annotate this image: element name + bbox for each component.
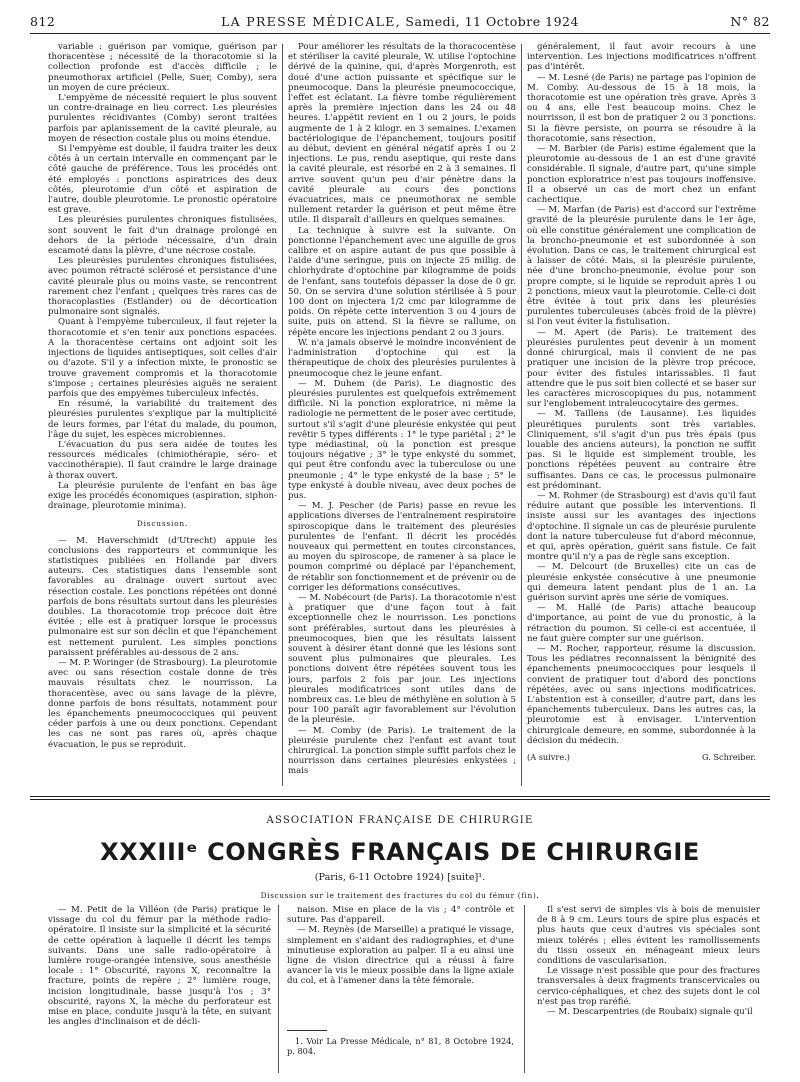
congress-dates: (Paris, 6-11 Octobre 1924) [suite]¹. (314, 872, 486, 883)
journal-name: LA PRESSE MÉDICALE, (221, 14, 401, 29)
column-divider (524, 905, 525, 1073)
header-rule (30, 33, 770, 34)
discussion-paragraph: — M. P. Woringer (de Strasbourg). La pleurotomie avec ou sans résection costale donne de très mauvais résultats chez le nourrisson. La thoracentèse, avec ou sans lavage de la plèvre, donne parfois de bons résultats, notamment pour les épanchements pneumococciques qui peuvent céder parfois à une ou deux ponctions. Cependant les cas ne sont pas rares où, après chaque évacuation, le pus se reproduit. (48, 657, 277, 750)
paragraph: — M. Delcourt (de Bruxelles) cite un cas de pleurésie enkystée consécutive à une pneumonie qui demeura latent pendant plus de 1 an. La guérison survint après une série de vomiques. (527, 562, 756, 603)
paragraph: — M. Rocher, rapporteur, résume la discussion. Tous les pédiatres reconnaissent la bénignité des épanchements pneumococciques pour lesquels il convient de pratiquer tout d'abord des ponctions répétées, avec ou sans injections modificatrices. L'abstention est à conseiller, d'autre part, dans les épanchements tuberculeux. Dans les autres cas, la pleurotomie est à envisager. L'intervention chirurgicale demeure, en somme, subordonnée à la décision du médecin. (527, 643, 756, 746)
issue-date: Samedi, 11 Octobre 1924 (405, 14, 579, 29)
paragraph: — M. Taillens (de Lausanne). Les liquides pleurétiques purulents sont très variables. Cliniquement, s'il s'agit d'un pus très épais (pus louable des anciens auteurs), la ponction ne suffit pas. Si le liquide est simplement trouble, les ponctions répétées peuvent au contraire être suffisantes. Dans ce cas, le processus pulmonaire est prédominant. (527, 409, 756, 491)
paragraph: La technique à suivre est la suivante. On ponctionne l'épanchement avec une aiguille de gros calibre et on aspire autant de pus que possible à l'aide d'une seringue, puis on injecte 25 millig. de chlorhydrate d'optochine par kilogramme de poids de l'enfant, sans toutefois dépasser la dose de 0 gr. 50. On se servira d'une solution stérilisée à 5 pour 100 dont on injectera 1/2 cmc par kilogramme de poids. On répète cette intervention 3 ou 4 jours de suite, puis on attend. Si la fièvre se rallume, on répète encore les injections pendant 2 ou 3 jours. (288, 225, 516, 338)
paragraph: — M. Duhem (de Paris). Le diagnostic des pleurésies purulentes est quelquefois extrêmement difficile. Ni la ponction exploratrice, ni même la radiologie ne permettent de le poser avec certitude, surtout s'il s'agit d'une pleurésie enkystée qui peut revêtir 5 types différents : 1° le type pariétal ; 2° le type médiastinal, où la ponction est presque toujours négative ; 3° le type enkysté du sommet, qui peut être confondu avec la tuberculose ou une pneumonie ; 4° le type enkysté de la base ; 5° le type enkysté à double niveau, avec deux poches de pus. (288, 378, 516, 501)
congress-title: XXXIIIᵉ CONGRÈS FRANÇAIS DE CHIRURGIE (100, 838, 700, 866)
paragraph: — M. Hallé (de Paris) attache beaucoup d'importance, au point de vue du pronostic, à la rétraction du poumon. Si celle-ci est accentuée, il ne faut guère compter sur une guérison. (527, 603, 756, 644)
paragraph: Si l'empyème est double, il faudra traiter les deux côtés à un certain intervalle en commençant par le côté gauche de préférence. Tous les procédés ont été employés : ponctions aspiratrices des deux côtés, pleurotomie d'un côté et aspiration de l'autre, double pleurotomie. Le pronostic opératoire est grave. (48, 144, 277, 216)
paragraph: — M. Lesné (de Paris) ne partage pas l'opinion de M. Comby. Au-dessous de 15 à 18 mois, la thoracotomie est une opération très grave. Après 3 ou 4 ans, elle l'est beaucoup moins. Chez le nourrisson, il est bon de pratiquer 2 ou 3 ponctions. Si la fièvre persiste, on pourra se résoudre à la thoracotomie, sans résection. (527, 72, 756, 144)
issue-number: N° 82 (730, 14, 770, 29)
paragraph: L'empyème de nécessité requiert le plus souvent un contre-drainage en lieu correct. Les pleurésies purulentes récidivantes (Comby) seront traitées parfois par aplanissement de la cavité pleurale, au moyen de résection costale plus ou moins étendue. (48, 93, 277, 144)
column-divider (521, 44, 522, 786)
bottom-column-1 (48, 905, 271, 1075)
paragraph: Le vissage n'est possible que pour des fractures transversales à deux fragments transcervicales ou cervico-céphaliques, et chez des sujets dont le col n'est pas trop raréfié. (537, 966, 760, 1007)
column-3 (527, 42, 756, 790)
column-2 (288, 42, 516, 790)
association-title: ASSOCIATION FRANÇAISE DE CHIRURGIE (266, 815, 534, 826)
column-1 (48, 42, 277, 790)
to-be-continued: (A suivre.) (527, 752, 570, 763)
paragraph: La pleurésie purulente de l'enfant en bas âge exige les procédés économiques (aspiration, siphon-drainage, pleurotomie minima). (48, 480, 277, 512)
discussion-paragraph: — M. Haverschmidt (d'Utrecht) appuie les conclusions des rapporteurs et communique les statistiques publiées en Hollande par divers auteurs. Ces statistiques dans l'ensemble sont favorables au drainage ouvert surtout avec résection costale. Les ponctions répétées ont donné parfois de bons résultats surtout dans les pleurésies doubles. La thoracotomie trop précoce doit être évitée ; elle est à pratiquer lorsque le processus pulmonaire est sur son déclin et que l'épanchement est nettement purulent. Les simples ponctions paraissent préférables au-dessous de 2 ans. (48, 535, 277, 658)
paragraph: W. n'a jamais observé le moindre inconvénient de l'administration d'optochine qui est la thérapeutique de choix des pleurésies purulentes à pneumocoque chez le jeune enfant. (288, 337, 516, 379)
paragraph: En résumé, la variabilité du traitement des pleurésies purulentes s'explique par la multiplicité de leurs formes, par l'état du malade, du poumon, l'âge du sujet, les espèces microbiennes. (48, 399, 277, 440)
journal-title (30, 14, 770, 29)
paragraph: Il s'est servi de simples vis à bois de menuisier de 8 à 9 cm. Leurs tours de spire plus espacés et plus hauts que ceux d'autres vis spéciales sont mieux tolérés ; elles évitent les ramollissements du tissu osseux en ménageant mieux leurs conditions de vascularisation. (537, 905, 760, 967)
discussion-heading: Discussion. (136, 519, 189, 529)
article-signature (527, 752, 756, 762)
paragraph: Quant à l'empyème tuberculeux, il faut rejeter la thoracotomie et s'en tenir aux ponctions espacées. A la thoracentèse certains ont adjoint soit les injections de liquides antiseptiques, soit celles d'air ou d'azote. S'il y a infection mixte, le pronostic se trouve gravement compromis et la thoracotomie s'impose ; certaines pleurésies aiguës ne seraient parfois que des empyèmes tuberculeux infectés. (48, 317, 277, 399)
section-rule (30, 799, 770, 800)
bottom-column-3 (537, 905, 760, 1075)
paragraph: — M. J. Pescher (de Paris) passe en revue les applications diverses de l'entraînement respiratoire spiroscopique dans le traitement des pleurésies purulentes de l'enfant. Il décrit les procédés nouveaux qui permettent en toutes circonstances, au moyen du spiroscope, de ramener à sa place le poumon comprimé ou déplacé par l'épanchement, de rétablir son fonctionnement et de prévenir ou de corriger les déformations consécutives. (288, 501, 516, 593)
paragraph: Les pleurésies purulentes chroniques fistulisées, avec poumon rétracté sclérosé et persistance d'une cavité pleurale plus ou moins vaste, se rencontrent rarement chez l'enfant ; quelques très rares cas de thoracoplasties (Estlander) ou de décortication pulmonaire sont signalés. (48, 256, 277, 318)
paragraph: naison. Mise en place de la vis ; 4° contrôle et suture. Pas d'appareil. (287, 905, 514, 926)
footnote-rule (287, 1030, 327, 1031)
paragraph: — M. Comby (de Paris). Le traitement de la pleurésie purulente chez l'enfant est avant tout chirurgical. La ponction simple suffit parfois chez le nourrisson dans certaines pleurésies enkystées ; mais (288, 725, 516, 777)
column-divider (278, 905, 279, 1073)
section-rule (30, 796, 770, 797)
paragraph: variable : guérison par vomique, guérison par thoracentèse ; nécessité de la thoracotomie si la collection profonde est d'accès difficile ; le pneumothorax artificiel (Pelle, Suer, Comby), sera un moyen de cure précieux. (48, 42, 277, 93)
discussion-title: Discussion sur le traitement des fractures du col du fémur (fin). (260, 891, 540, 900)
footnote-text: 1. Voir La Presse Médicale, n° 81, 8 Octobre 1924, p. 804. (287, 1036, 514, 1056)
paragraph: L'évacuation du pus sera aidée de toutes les ressources médicales (chimiothérapie, séro- et vaccinothérapie). Il faut craindre le large drainage à thorax ouvert. (48, 439, 277, 481)
paragraph: — M. Rohmer (de Strasbourg) est d'avis qu'il faut réduire autant que possible les interventions. Il insiste aussi sur les avantages des injections d'optochine. Il signale un cas de pleurésie purulente dont la nature tuberculeuse fut d'abord méconnue, et qui, après opération, guérit sans fistule. Ce fait montre qu'il n'y a pas de règle sans exception. (527, 490, 756, 563)
footnote (287, 1036, 514, 1056)
paragraph: généralement, il faut avoir recours à une intervention. Les injections modificatrices n'offrent pas d'intérêt. (527, 42, 756, 73)
paragraph: — M. Marfan (de Paris) est d'accord sur l'extrême gravité de la pleurésie purulente dans le 1er âge, où elle constitue généralement une complication de la broncho-pneumonie et est subordonnée à son évolution. Dans ce cas, le traitement chirurgical est à laisser de côté. Mais, si la pleurésie purulente, née d'une broncho-pneumonie, évolue pour son propre compte, si le liquide se reproduit après 1 ou 2 ponctions, mieux vaut la pleurotomie. Celle-ci doit être évitée à tout prix dans les pleurésies purulentes tuberculeuses (abcès froid de la plèvre) si l'on veut éviter la fistulisation. (527, 205, 756, 328)
page-number: 812 (30, 14, 56, 29)
column-divider (282, 44, 283, 786)
paragraph: — M. Petit de la Villéon (de Paris) pratique le vissage du col du fémur par la méthode radio-opératoire. Il insiste sur la simplicité et la sécurité de cette opération à laquelle il décrit les temps suivants. Dans une salle radio-opératoire à lumière rouge-orangée intensive, sous anesthésie locale : 1° Obscurité, rayons X, reconnaître la fracture, points de repère ; 2° lumière rouge, incision longitudinale, basse jusqu'à l'os ; 3° obscurité, rayons X, la mèche du perforateur est mise en place, conduite jusqu'à la tête, en suivant les angles d'inclinaison et de décli- (48, 905, 271, 1028)
paragraph: — M. Descarpentries (de Roubaix) signale qu'il (547, 1007, 753, 1018)
paragraph: — M. Apert (de Paris). Le traitement des pleurésies purulentes peut devenir à un moment donné chirurgical, mais il convient de ne pas pratiquer une incision de la plèvre trop précoce, pour éviter des fistules intarissables. Il faut attendre que le pus soit bien collecté et se baser sur les caractères microscopiques du pus, notamment sur l'englobement intraleucocytaire des germes. (527, 327, 756, 410)
paragraph: — M. Barbier (de Paris) estime également que la pleurotomie au-dessous de 1 an est d'une gravité considérable. Il signale, d'autre part, qu'une simple ponction exploratrice n'est pas toujours inoffensive. Il a observé un cas de mort chez un enfant cachectique. (527, 144, 756, 206)
paragraph: Pour améliorer les résultats de la thoracocentèse et stériliser la cavité pleurale, W. utilise l'optochine dérivé de la quinine, qui, d'après Morgenroth, est doué d'une action puissante et spécifique sur le pneumocoque. Dans la pleurésie pneumococcique, l'effet est éclatant. La fièvre tombe régulièrement après la première injection dans les 24 ou 48 heures. L'appétit revient en 1 ou 2 jours, le poids augmente de 1 à 2 kilogr. en 3 semaines. L'examen bactériologique de l'épanchement, toujours positif au début, devient en général négatif après 1 ou 2 injections. Le pus, rendu aseptique, qui reste dans la cavité pleurale, est résorbé en 2 à 3 semaines. Il arrive souvent qu'un peu d'air pénètre dans la cavité pleurale au cours des ponctions évacuatrices, mais ce pneumothorax ne semble nullement retarder la guérison et peut même être utile. Il disparaît d'ailleurs en quelques semaines. (288, 42, 516, 226)
author-signature: G. Schreiber. (701, 752, 756, 763)
paragraph: Les pleurésies purulentes chroniques fistulisées, sont souvent le fait d'un drainage prolongé en dehors de la période nécessaire, d'un drain escamoté dans la plèvre, d'une nécrose costale. (48, 215, 277, 257)
paragraph: — M. Nobécourt (de Paris). La thoracotomie n'est à pratiquer que d'une façon tout à fait exceptionnelle chez le nourrisson. Les ponctions sont préférables, surtout dans les pleurésies à pneumocoques, bien que les résultats laissent souvent à désirer étant donné que les lésions sont souvent plus pulmonaires que pleurales. Les ponctions doivent être répétées souvent tous les jours, parfois 2 fois par jour. Les injections pleurales modificatrices sont utiles dans de nombreux cas. Le bleu de méthylène en solution à 5 pour 100 paraît agir favorablement sur l'évolution de la pleurésie. (288, 592, 516, 726)
paragraph: — M. Reynès (de Marseille) a pratiqué le vissage, simplement en s'aidant des radiographies, et d'une minutieuse exploration au palper. Il a eu ainsi une ligne de vision directrice qui a réussi à faire avancer la vis le mieux possible dans la ligne axiale du col, et à l'amener dans la tête fémorale. (287, 925, 514, 987)
page-header (30, 14, 770, 34)
